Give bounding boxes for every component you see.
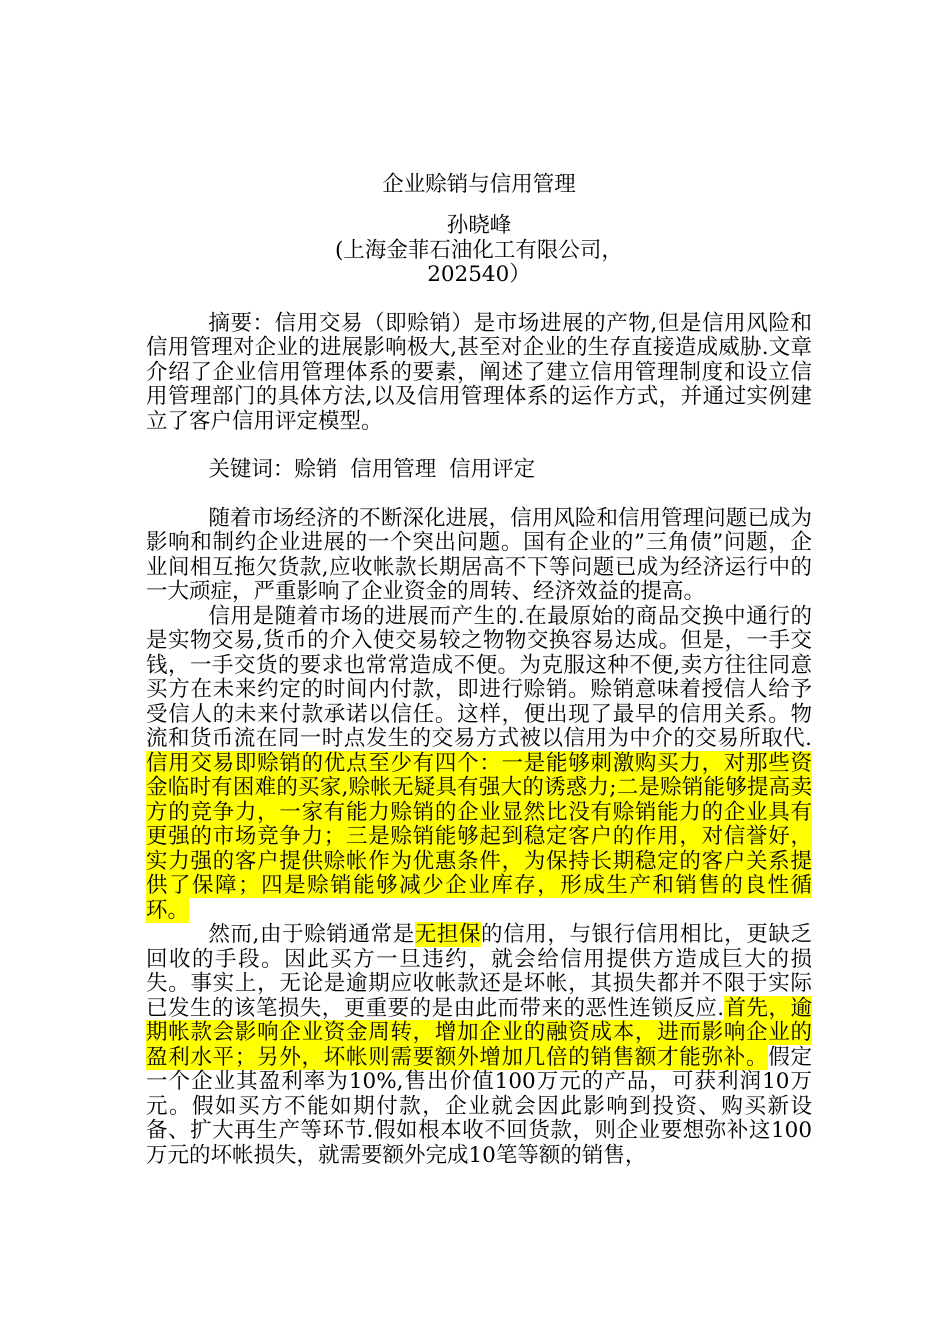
keyword-item: 信用管理 — [350, 457, 437, 482]
paragraph-3-text-b: 的信用，与银行信用相比，更缺乏回收的手段。因此买方一旦违约，就会给信用提供方造成巨大的损失。事实上，无论是逾期应收帐款还是坏帐，其损失都并不限于实际已发生的该笔损失，更重要的是由此而带来的恶性连锁反应. — [146, 922, 812, 1021]
highlighted-text: 无担保 — [414, 922, 482, 947]
abstract-paragraph — [146, 312, 812, 435]
keywords-paragraph — [146, 458, 812, 483]
author-affiliation: (上海金菲石油化工有限公司，202540） — [335, 237, 623, 287]
body-paragraph-3 — [146, 923, 812, 1168]
abstract-label: 摘要： — [208, 310, 275, 336]
document-page — [146, 170, 812, 1168]
abstract-text: 信用交易（即赊销）是市场进展的产物,但是信用风险和信用管理对企业的进展影响极大,甚至对企业的生存直接造成威胁.文章介绍了企业信用管理体系的要素，阐述了建立信用管理制度和设立信用管理部门的具体方法,以及信用管理体系的运作方式，并通过实例建立了客户信用评定模型。 — [146, 310, 812, 434]
document-title: 企业赊销与信用管理 — [382, 172, 576, 197]
paragraph-3-text-a: 然而,由于赊销通常是 — [208, 922, 415, 947]
paragraph-2-text: 信用是随着市场的进展而产生的.在最原始的商品交换中通行的是实物交易,货币的介入使交易较之物物交换容易达成。但是，一手交钱，一手交货的要求也常常造成不便。为克服这种不便,卖方往往同意买方在未来约定的时间内付款，即进行赊销。赊销意味着授信人给予受信人的未来付款承诺以信任。这样，便出现了最早的信用关系。物流和货币流在同一时点发生的交易方式被以信用为中介的交易所取代. — [146, 603, 812, 751]
highlighted-text: 信用交易即赊销的优点至少有四个：一是能够刺激购买力，对那些资金临时有困难的买家,赊帐无疑具有强大的诱惑力;二是赊销能够提高卖方的竞争力，一家有能力赊销的企业显然比没有赊销能力的企业具有更强的市场竞争力；三是赊销能够起到稳定客户的作用，对信誉好，实力强的客户提供赊帐作为优惠条件，为保持长期稳定的客户关系提供了保障；四是赊销能够减少企业库存，形成生产和销售的良性循环。 — [146, 750, 812, 923]
body-paragraph-2 — [146, 605, 812, 924]
keyword-item: 赊销 — [294, 457, 338, 482]
paragraph-3-text-c: 假定一个企业其盈利率为10%,售出价值100万元的产品，可获利润10万元。假如买方不能如期付款，企业就会因此影响到投资、购买新设备、扩大再生产等环节.假如根本收不回货款，则企业要想弥补这100万元的坏帐损失，就需要额外完成10笔等额的销售， — [146, 1044, 812, 1168]
keywords-label: 关键词： — [208, 457, 295, 482]
keyword-item: 信用评定 — [449, 457, 536, 482]
body-paragraph-1: 随着市场经济的不断深化进展，信用风险和信用管理问题已成为影响和制约企业进展的一个突出问题。国有企业的”三角债”问题，企业间相互拖欠货款,应收帐款长期居高不下等问题已成为经济运行中的一大顽症，严重影响了企业资金的周转、经济效益的提高。 — [146, 505, 812, 604]
author-block — [329, 214, 629, 288]
author-name: 孙晓峰 — [446, 213, 512, 238]
highlighted-text: 首先，逾期帐款会影响企业资金周转，增加企业的融资成本，进而影响企业的盈利水平；另外，坏帐则需要额外增加几倍的销售额才能弥补。 — [146, 995, 812, 1070]
